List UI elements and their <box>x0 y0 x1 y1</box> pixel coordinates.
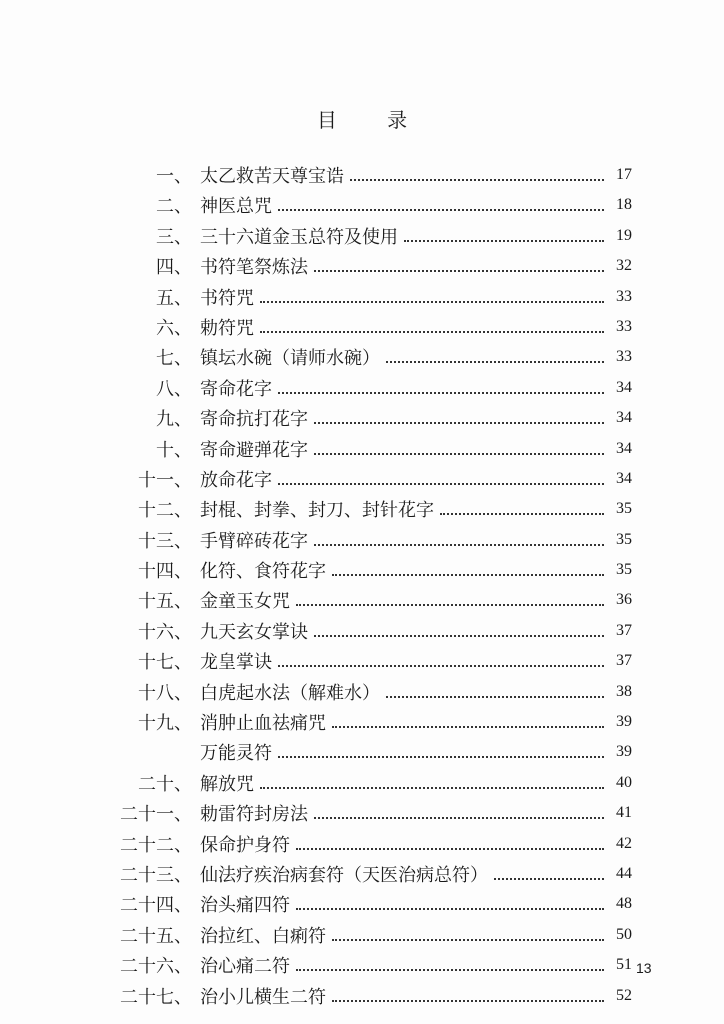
toc-entry-title: 万能灵符 <box>200 743 272 765</box>
toc-entry-page: 48 <box>616 895 632 913</box>
toc-entry-line <box>200 344 604 370</box>
table-of-contents <box>0 160 724 1011</box>
dot-leader <box>386 361 604 363</box>
toc-entry-line <box>200 496 604 522</box>
toc-entry-number: 二、 <box>156 196 192 218</box>
toc-entry <box>0 434 724 464</box>
toc-entry-line <box>200 891 604 917</box>
dot-leader <box>314 635 604 637</box>
toc-entry <box>0 403 724 433</box>
toc-entry <box>0 829 724 859</box>
toc-entry-page: 17 <box>616 166 632 183</box>
toc-entry-number: 二十四、 <box>120 895 192 917</box>
toc-entry-title: 太乙救苦天尊宝诰 <box>200 166 344 187</box>
toc-entry-page: 34 <box>616 439 632 457</box>
dot-leader <box>260 787 604 789</box>
toc-entry-page: 39 <box>616 743 632 761</box>
dot-leader <box>314 817 604 819</box>
dot-leader <box>386 696 604 698</box>
toc-entry-title: 书符咒 <box>200 287 254 309</box>
toc-entry-number: 二十三、 <box>120 864 192 886</box>
toc-entry <box>0 920 724 950</box>
toc-entry-title: 治心痛二符 <box>200 956 290 978</box>
toc-entry-line <box>200 557 604 583</box>
toc-entry-title: 保命护身符 <box>200 834 290 856</box>
toc-entry-page: 37 <box>616 621 632 639</box>
toc-entry-title: 寄命避弹花字 <box>200 439 308 461</box>
toc-entry-page: 19 <box>616 226 632 244</box>
toc-entry-title: 放命花字 <box>200 469 272 491</box>
toc-entry-title: 三十六道金玉总符及使用 <box>200 226 398 248</box>
toc-entry-title: 治小儿横生二符 <box>200 986 326 1008</box>
toc-entry-page: 34 <box>616 469 632 487</box>
toc-entry-line <box>200 466 604 492</box>
toc-entry-page: 50 <box>616 925 632 943</box>
dot-leader <box>296 604 604 606</box>
toc-entry <box>0 798 724 828</box>
toc-entry-page: 37 <box>616 652 632 670</box>
dot-leader <box>314 544 604 546</box>
toc-entry-number: 二十二、 <box>120 834 192 856</box>
toc-entry-page: 51 <box>616 956 632 974</box>
toc-entry-title: 龙皇掌诀 <box>200 652 272 674</box>
dot-leader <box>296 908 604 910</box>
toc-entry-page: 44 <box>616 864 632 882</box>
toc-entry-line <box>200 800 604 826</box>
dot-leader <box>350 179 604 181</box>
toc-entry-number: 八、 <box>156 378 192 400</box>
toc-entry <box>0 373 724 403</box>
toc-entry-title: 九天玄女掌诀 <box>200 621 308 643</box>
toc-entry-number: 十七、 <box>138 652 192 674</box>
toc-entry-number: 九、 <box>156 409 192 431</box>
dot-leader <box>440 513 604 515</box>
toc-entry-title: 寄命抗打花字 <box>200 409 308 431</box>
toc-entry-title: 治拉红、白痢符 <box>200 925 326 947</box>
page-number: 13 <box>636 960 652 976</box>
dot-leader <box>314 453 604 455</box>
toc-entry-line <box>200 831 604 857</box>
toc-entry-number: 十二、 <box>138 500 192 522</box>
toc-entry <box>0 555 724 585</box>
toc-entry <box>0 950 724 980</box>
toc-entry <box>0 616 724 646</box>
toc-entry-line <box>200 223 604 249</box>
toc-entry-page: 33 <box>616 287 632 305</box>
toc-entry-number: 十九、 <box>138 713 192 735</box>
toc-entry <box>0 677 724 707</box>
toc-entry-title: 治头痛四符 <box>200 895 290 917</box>
dot-leader <box>332 1000 604 1002</box>
toc-entry <box>0 221 724 251</box>
toc-entry-title: 神医总咒 <box>200 196 272 218</box>
toc-entry-line <box>200 618 604 644</box>
toc-entry-line <box>200 375 604 401</box>
toc-entry <box>0 981 724 1011</box>
dot-leader <box>278 756 604 758</box>
toc-entry-line <box>200 162 604 188</box>
toc-entry <box>0 859 724 889</box>
toc-entry-line <box>200 983 604 1009</box>
toc-entry <box>0 494 724 524</box>
toc-entry-title: 寄命花字 <box>200 378 272 400</box>
toc-entry-line <box>200 679 604 705</box>
toc-entry-title: 手臂碎砖花字 <box>200 530 308 552</box>
toc-entry-title: 镇坛水碗（请师水碗） <box>200 348 380 370</box>
toc-entry <box>0 525 724 555</box>
dot-leader <box>296 848 604 850</box>
toc-entry-title: 书符笔祭炼法 <box>200 257 308 279</box>
toc-entry-number: 二十一、 <box>120 804 192 826</box>
toc-entry-line <box>200 527 604 553</box>
toc-entry-page: 41 <box>616 804 632 822</box>
toc-entry <box>0 768 724 798</box>
dot-leader <box>260 331 604 333</box>
toc-entry-line <box>200 253 604 279</box>
toc-entry-page: 39 <box>616 713 632 731</box>
toc-entry-number: 十六、 <box>138 621 192 643</box>
toc-entry-title: 封棍、封拳、封刀、封针花字 <box>200 500 434 522</box>
dot-leader <box>296 969 604 971</box>
toc-entry-number: 十、 <box>156 439 192 461</box>
toc-entry-page: 42 <box>616 834 632 852</box>
toc-entry-line <box>200 314 604 340</box>
toc-entry-line <box>200 648 604 674</box>
dot-leader <box>314 270 604 272</box>
toc-entry <box>0 312 724 342</box>
dot-leader <box>278 665 604 667</box>
toc-entry-number: 二十五、 <box>120 925 192 947</box>
toc-entry-line <box>200 587 604 613</box>
toc-entry-line <box>200 709 604 735</box>
toc-entry-line <box>200 284 604 310</box>
toc-entry-title: 勅符咒 <box>200 317 254 339</box>
dot-leader <box>278 483 604 485</box>
toc-entry-page: 35 <box>616 530 632 548</box>
dot-leader <box>494 878 604 880</box>
toc-entry <box>0 342 724 372</box>
toc-entry-title: 化符、食符花字 <box>200 561 326 583</box>
toc-entry <box>0 737 724 767</box>
toc-entry-number: 二十六、 <box>120 956 192 978</box>
toc-entry-page: 40 <box>616 773 632 791</box>
toc-entry-title: 仙法疗疾治病套符（天医治病总符） <box>200 864 488 886</box>
toc-entry-page: 35 <box>616 500 632 518</box>
toc-entry-line <box>200 861 604 887</box>
toc-entry-number: 二十七、 <box>120 986 192 1008</box>
toc-entry-page: 33 <box>616 348 632 366</box>
toc-entry-number: 四、 <box>156 257 192 279</box>
toc-entry <box>0 707 724 737</box>
toc-entry-line <box>200 922 604 948</box>
toc-entry-title: 勅雷符封房法 <box>200 804 308 826</box>
dot-leader <box>332 726 604 728</box>
toc-entry-page: 35 <box>616 561 632 579</box>
toc-entry-number: 十三、 <box>138 530 192 552</box>
dot-leader <box>404 240 604 242</box>
toc-entry-number: 十一、 <box>138 469 192 491</box>
toc-entry-line <box>200 739 604 765</box>
toc-entry-page: 18 <box>616 196 632 214</box>
toc-entry-line <box>200 770 604 796</box>
toc-entry-page: 32 <box>616 257 632 275</box>
toc-entry-page: 38 <box>616 682 632 700</box>
toc-entry-line <box>200 436 604 462</box>
dot-leader <box>278 209 604 211</box>
toc-entry-number: 十四、 <box>138 561 192 583</box>
toc-entry-line <box>200 405 604 431</box>
toc-entry <box>0 190 724 220</box>
toc-entry-title: 白虎起水法（解难水） <box>200 682 380 704</box>
toc-entry-number: 一、 <box>156 166 192 187</box>
toc-entry <box>0 251 724 281</box>
dot-leader <box>314 422 604 424</box>
toc-entry-number: 十八、 <box>138 682 192 704</box>
toc-entry <box>0 889 724 919</box>
toc-entry-number: 三、 <box>156 226 192 248</box>
page-title: 目 录 <box>316 108 430 132</box>
toc-entry-number: 七、 <box>156 348 192 370</box>
toc-entry <box>0 160 724 190</box>
toc-entry-number: 五、 <box>156 287 192 309</box>
toc-entry <box>0 585 724 615</box>
dot-leader <box>332 939 604 941</box>
dot-leader <box>260 301 604 303</box>
toc-entry-page: 34 <box>616 378 632 396</box>
toc-entry-page: 33 <box>616 317 632 335</box>
toc-entry-page: 52 <box>616 986 632 1004</box>
toc-entry <box>0 464 724 494</box>
toc-entry-title: 解放咒 <box>200 773 254 795</box>
toc-entry <box>0 646 724 676</box>
toc-entry-line <box>200 952 604 978</box>
toc-entry-number: 六、 <box>156 317 192 339</box>
toc-entry-title: 消肿止血祛痛咒 <box>200 713 326 735</box>
toc-entry-number: 二十、 <box>138 773 192 795</box>
toc-entry-number: 十五、 <box>138 591 192 613</box>
dot-leader <box>332 574 604 576</box>
toc-entry-line <box>200 192 604 218</box>
dot-leader <box>278 392 604 394</box>
toc-entry-page: 34 <box>616 409 632 427</box>
toc-entry <box>0 282 724 312</box>
toc-entry-page: 36 <box>616 591 632 609</box>
toc-entry-title: 金童玉女咒 <box>200 591 290 613</box>
